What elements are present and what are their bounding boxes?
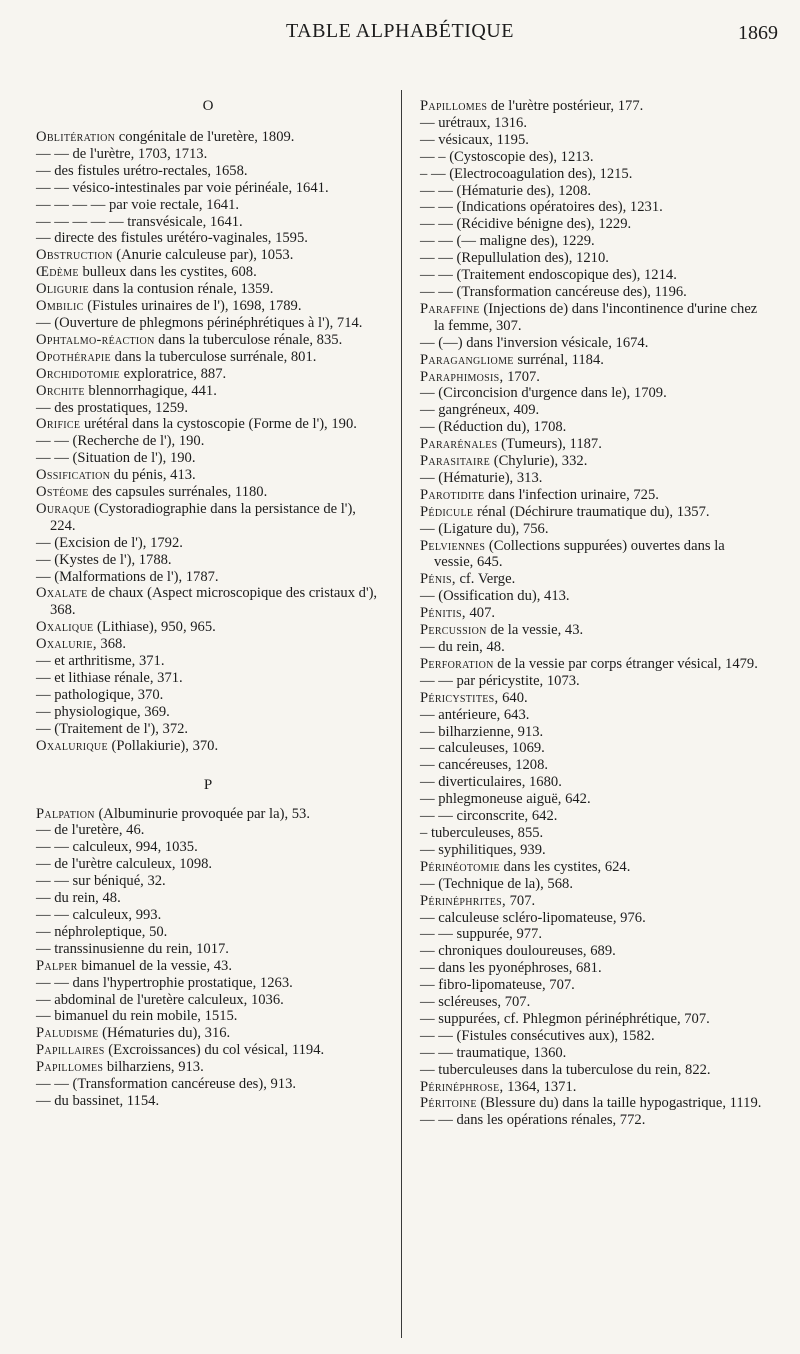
entry-text: dans les cystites, 624.	[499, 858, 631, 875]
index-entry	[420, 910, 764, 927]
index-entry	[36, 941, 380, 958]
index-entry	[420, 791, 764, 808]
index-entry	[420, 859, 764, 876]
entry-text: – tuberculeuses, 855.	[420, 824, 544, 841]
entry-text: — — (Situation de l'), 190.	[36, 450, 196, 467]
index-entry	[420, 216, 764, 233]
index-entry	[420, 369, 764, 386]
entry-text: — tuberculeuses dans la tuberculose du rein, 822.	[420, 1061, 711, 1078]
index-entry	[36, 433, 380, 450]
index-entry	[420, 453, 764, 470]
index-entry	[36, 450, 380, 467]
entry-text: — phlegmoneuse aiguë, 642.	[420, 791, 591, 808]
left-column	[36, 98, 380, 1110]
index-entry	[36, 619, 380, 636]
index-entry	[36, 281, 380, 298]
entry-text: — (Hématurie), 313.	[420, 469, 543, 486]
index-entry	[36, 214, 380, 231]
index-entry	[36, 1093, 380, 1110]
index-entry	[36, 958, 380, 975]
index-entry	[420, 419, 764, 436]
index-entry	[36, 653, 380, 670]
index-entry	[420, 977, 764, 994]
entry-headword: Palper	[36, 957, 78, 974]
entry-text: 407.	[465, 605, 496, 622]
entry-text: — de l'urètre calculeux, 1098.	[36, 856, 213, 873]
index-entry	[36, 180, 380, 197]
index-entry	[36, 687, 380, 704]
index-entry	[420, 876, 764, 893]
entry-text: — — (Fistules consécutives aux), 1582.	[420, 1027, 655, 1044]
entry-headword: Orifice	[36, 416, 81, 433]
entry-text: exploratrice, 887.	[119, 365, 227, 382]
index-entry	[36, 230, 380, 247]
index-entry	[36, 315, 380, 332]
index-entry	[420, 115, 764, 132]
entry-text: (Anurie calculeuse par), 1053.	[112, 247, 294, 264]
index-entry	[420, 893, 764, 910]
entry-text: — du rein, 48.	[36, 890, 121, 907]
entry-headword: Perforation	[420, 655, 494, 672]
entry-headword: Orchite	[36, 382, 85, 399]
entry-text: (Tumeurs), 1187.	[497, 436, 602, 453]
index-entry	[420, 774, 764, 791]
entry-headword: Pédicule	[420, 503, 474, 520]
entry-text: 368.	[96, 636, 126, 653]
entry-headword: Pénitis,	[420, 605, 466, 622]
column-divider	[401, 90, 402, 1338]
index-entry	[36, 636, 380, 653]
entry-text: (Collections suppurées) ouvertes dans la vessie, 645.	[434, 537, 725, 571]
index-entry	[420, 1062, 764, 1079]
index-entry	[36, 383, 380, 400]
entry-text: — calculeuses, 1069.	[420, 740, 545, 757]
index-entry	[420, 808, 764, 825]
index-entry	[420, 943, 764, 960]
index-entry	[420, 673, 764, 690]
entry-text: — cancéreuses, 1208.	[420, 757, 549, 774]
index-entry	[420, 707, 764, 724]
entry-text: – — (Electrocoagulation des), 1215.	[420, 165, 633, 182]
entry-headword: Péritoine	[420, 1095, 477, 1112]
index-entry	[420, 267, 764, 284]
index-entry	[420, 825, 764, 842]
entry-text: 1364, 1371.	[503, 1078, 577, 1095]
index-entry	[420, 487, 764, 504]
index-entry	[420, 994, 764, 1011]
entry-text: — (Excision de l'), 1792.	[36, 534, 183, 551]
entry-text: dans la contusion rénale, 1359.	[88, 281, 274, 298]
index-entry	[420, 470, 764, 487]
entries-o	[36, 129, 380, 755]
entry-text: — — circonscrite, 642.	[420, 808, 558, 825]
entry-text: (Fistules urinaires de l'), 1698, 1789.	[83, 298, 302, 315]
entry-headword: Papillomes	[420, 98, 488, 114]
page-header	[0, 8, 800, 48]
entry-text: — fibro-lipomateuse, 707.	[420, 977, 575, 994]
entry-headword: Oblitération	[36, 129, 116, 145]
entry-text: — — suppurée, 977.	[420, 926, 543, 943]
entry-text: rénal (Déchirure traumatique du), 1357.	[473, 503, 710, 520]
entry-headword: Paraffine	[420, 300, 480, 317]
entry-headword: Pénis,	[420, 571, 456, 588]
entry-text: — (Malformations de l'), 1787.	[36, 568, 219, 585]
running-title: TABLE ALPHABÉTIQUE	[286, 20, 514, 42]
entry-text: — (Réduction du), 1708.	[420, 419, 567, 436]
entry-text: (Chylurie), 332.	[490, 453, 588, 470]
entry-text: — – (Cystoscopie des), 1213.	[420, 148, 594, 165]
entry-text: — — (Récidive bénigne des), 1229.	[420, 216, 632, 233]
entry-text: (Cystoradiographie dans la persistance de l'), 224.	[50, 500, 356, 534]
index-entry	[36, 484, 380, 501]
entry-text: bilharziens, 913.	[103, 1059, 204, 1076]
index-entry	[36, 163, 380, 180]
entry-text: — transsinusienne du rein, 1017.	[36, 940, 229, 957]
index-entry	[420, 690, 764, 707]
entry-text: — — (Recherche de l'), 190.	[36, 433, 205, 450]
entry-text: — (Circoncision d'urgence dans le), 1709.	[420, 385, 667, 402]
index-entry	[36, 349, 380, 366]
index-entry	[36, 924, 380, 941]
entry-text: — — calculeux, 993.	[36, 906, 162, 923]
index-entry	[420, 199, 764, 216]
index-entry	[420, 1095, 764, 1112]
entry-text: (Blessure du) dans la taille hypogastrique, 1119.	[476, 1095, 762, 1112]
entry-text: — calculeuse scléro-lipomateuse, 976.	[420, 909, 646, 926]
entry-text: — directe des fistules urétéro-vaginales, 1595.	[36, 230, 308, 247]
entry-text: — et arthritisme, 371.	[36, 653, 165, 670]
entry-text: bimanuel de la vessie, 43.	[77, 957, 233, 974]
index-entry	[36, 501, 380, 535]
entry-text: 707.	[505, 892, 536, 909]
section-letter-p: P	[203, 776, 213, 793]
entry-text: — — sur béniqué, 32.	[36, 873, 166, 890]
entry-text: — chroniques douloureuses, 689.	[420, 943, 616, 960]
entry-text: — — vésico-intestinales par voie périnéale, 1641.	[36, 179, 329, 196]
entry-text: (Excroissances) du col vésical, 1194.	[104, 1042, 325, 1059]
entry-text: des capsules surrénales, 1180.	[88, 484, 268, 501]
index-entry	[36, 552, 380, 569]
index-entry	[36, 197, 380, 214]
right-column	[420, 98, 764, 1129]
index-entry	[36, 822, 380, 839]
index-entry	[36, 1076, 380, 1093]
index-entry	[36, 856, 380, 873]
entry-text: dans la tuberculose surrénale, 801.	[110, 348, 317, 365]
entry-text: — — de l'urètre, 1703, 1713.	[36, 145, 208, 162]
index-entry	[420, 250, 764, 267]
index-entry	[36, 332, 380, 349]
entry-text: — antérieure, 643.	[420, 706, 530, 723]
entry-text: — — — — par voie rectale, 1641.	[36, 196, 240, 213]
entry-text: urétéral dans la cystoscopie (Forme de l'), 190.	[80, 416, 357, 433]
entry-text: — des fistules urétro-rectales, 1658.	[36, 162, 248, 179]
entry-text: du pénis, 413.	[110, 467, 196, 484]
entry-headword: Oxalate	[36, 585, 88, 602]
index-entry	[36, 670, 380, 687]
entry-text: — — (Transformation cancéreuse des), 913.	[36, 1076, 297, 1093]
index-entry	[420, 301, 764, 335]
index-entry	[420, 588, 764, 605]
index-entry	[36, 585, 380, 619]
entry-text: — — (Repullulation des), 1210.	[420, 250, 609, 267]
index-entry	[420, 284, 764, 301]
entry-text: — (Ossification du), 413.	[420, 588, 570, 605]
index-entry	[420, 132, 764, 149]
entry-headword: Périnéotomie	[420, 858, 500, 875]
entry-text: — — (Traitement endoscopique des), 1214.	[420, 267, 677, 284]
entry-headword: Ostéome	[36, 484, 89, 501]
index-entry	[420, 656, 764, 673]
entry-text: 1707.	[503, 368, 540, 385]
entry-text: (Pollakiurie), 370.	[107, 737, 219, 754]
index-entry	[420, 1011, 764, 1028]
entry-headword: Ophtalmo-réaction	[36, 331, 155, 348]
index-entry	[420, 538, 764, 572]
section-letter-o: O	[202, 98, 214, 114]
entry-text: cf. Verge.	[455, 571, 516, 588]
entry-headword: Papillaires	[36, 1042, 105, 1059]
entry-headword: Orchidotomie	[36, 365, 120, 382]
entry-headword: Palpation	[36, 805, 95, 822]
index-entry	[420, 352, 764, 369]
entry-headword: Péricystites,	[420, 689, 499, 706]
entry-text: — urétraux, 1316.	[420, 114, 527, 131]
index-entry	[36, 1042, 380, 1059]
entry-text: (Injections de) dans l'incontinence d'urine chez la femme, 307.	[434, 300, 758, 334]
entry-text: — (Traitement de l'), 372.	[36, 720, 189, 737]
entry-text: (Lithiase), 950, 965.	[93, 619, 216, 636]
entry-text: — — — — — transvésicale, 1641.	[36, 213, 243, 230]
entry-text: — néphroleptique, 50.	[36, 923, 168, 940]
index-entry	[36, 366, 380, 383]
index-entry	[36, 416, 380, 433]
index-entry	[36, 298, 380, 315]
entry-text: 640.	[498, 689, 528, 706]
entry-text: — — (Indications opératoires des), 1231.	[420, 199, 663, 216]
index-entry	[420, 622, 764, 639]
entry-headword: Oxalique	[36, 619, 94, 636]
index-entry	[420, 149, 764, 166]
entries-p	[36, 806, 380, 1110]
entry-text: — du bassinet, 1154.	[36, 1092, 160, 1109]
entry-text: — (Ouverture de phlegmons périnéphrétiques à l'), 714.	[36, 314, 363, 331]
entry-text: — de l'uretère, 46.	[36, 822, 145, 839]
index-entry	[420, 402, 764, 419]
entry-text: — scléreuses, 707.	[420, 994, 531, 1011]
index-entry	[36, 738, 380, 755]
entry-text: — (Kystes de l'), 1788.	[36, 551, 172, 568]
entry-text: — diverticulaires, 1680.	[420, 774, 562, 791]
entry-headword: Oxalurique	[36, 737, 108, 754]
entry-text: — dans les pyonéphroses, 681.	[420, 960, 602, 977]
entry-headword: Périnéphrose,	[420, 1078, 504, 1095]
entry-text: — bilharzienne, 913.	[420, 723, 544, 740]
entry-text: — — dans les opérations rénales, 772.	[420, 1112, 646, 1129]
index-entry	[420, 571, 764, 588]
page-number: 1869	[738, 22, 778, 44]
entry-text: — — (Transformation cancéreuse des), 1196.	[420, 283, 687, 300]
entry-text: surrénal, 1184.	[513, 351, 604, 368]
index-entry	[420, 960, 764, 977]
index-entry	[36, 873, 380, 890]
index-entry	[36, 907, 380, 924]
entry-text: dans l'infection urinaire, 725.	[484, 486, 659, 503]
entry-headword: Percussion	[420, 622, 487, 639]
index-entry	[420, 1079, 764, 1096]
entry-text: — abdominal de l'uretère calculeux, 1036.	[36, 991, 284, 1008]
entry-headword: Opothérapie	[36, 348, 111, 365]
index-entry	[36, 247, 380, 264]
entry-text: — gangréneux, 409.	[420, 402, 540, 419]
entry-text: — — traumatique, 1360.	[420, 1044, 567, 1061]
entry-text: — pathologique, 370.	[36, 686, 164, 703]
index-entry	[36, 535, 380, 552]
index-entry	[36, 890, 380, 907]
entry-text: — — par péricystite, 1073.	[420, 672, 580, 689]
entry-headword: Périnéphrites,	[420, 892, 506, 909]
index-entry	[420, 926, 764, 943]
entry-headword: Pelviennes	[420, 537, 486, 554]
index-entry	[36, 129, 380, 146]
entry-text: de chaux (Aspect microscopique des cristaux d'), 368.	[50, 585, 378, 619]
index-entry	[420, 740, 764, 757]
entry-headword: Parasitaire	[420, 453, 491, 470]
entry-text: — (Ligature du), 756.	[420, 520, 549, 537]
index-entry	[420, 1028, 764, 1045]
entry-text: (Hématuries du), 316.	[98, 1025, 231, 1042]
entry-text: — vésicaux, 1195.	[420, 131, 529, 148]
index-entry	[36, 1025, 380, 1042]
index-entry	[420, 504, 764, 521]
entry-text: — des prostatiques, 1259.	[36, 399, 189, 416]
index-entry	[420, 436, 764, 453]
entry-text: (Albuminurie provoquée par la), 53.	[94, 805, 310, 822]
index-entry	[420, 98, 764, 115]
entry-headword: Oxalurie,	[36, 636, 97, 653]
entry-text: — — dans l'hypertrophie prostatique, 1263.	[36, 974, 293, 991]
entry-text: — (Technique de la), 568.	[420, 875, 573, 892]
index-entry	[420, 385, 764, 402]
entry-text: — et lithiase rénale, 371.	[36, 670, 183, 686]
entry-text: — physiologique, 369.	[36, 703, 170, 720]
entry-headword: Pararénales	[420, 436, 498, 453]
index-entry	[36, 1008, 380, 1025]
index-entry	[420, 166, 764, 183]
index-entry	[420, 605, 764, 622]
entry-headword: Ouraque	[36, 500, 91, 517]
entry-headword: Papillomes	[36, 1059, 104, 1076]
index-entry	[36, 704, 380, 721]
index-entry	[420, 842, 764, 859]
entry-text: — — calculeux, 994, 1035.	[36, 839, 198, 856]
entry-text: de l'urètre postérieur, 177.	[487, 98, 644, 114]
index-entry	[420, 724, 764, 741]
entry-text: bulleux dans les cystites, 608.	[78, 264, 257, 281]
entry-text: — — (Hématurie des), 1208.	[420, 182, 592, 199]
entry-headword: Paragangliome	[420, 351, 514, 368]
entry-text: — suppurées, cf. Phlegmon périnéphrétique, 707.	[420, 1010, 710, 1027]
entry-text: congénitale de l'uretère, 1809.	[115, 129, 295, 145]
entry-headword: Oligurie	[36, 281, 89, 298]
entry-text: de la vessie, 43.	[486, 622, 584, 639]
entry-text: de la vessie par corps étranger vésical, 1479.	[493, 655, 758, 672]
entry-text: — bimanuel du rein mobile, 1515.	[36, 1008, 238, 1025]
entry-headword: Ossification	[36, 467, 111, 484]
index-entry	[420, 183, 764, 200]
index-entry	[420, 233, 764, 250]
index-entry	[420, 639, 764, 656]
index-entry	[36, 1059, 380, 1076]
entry-text: dans la tuberculose rénale, 835.	[154, 331, 343, 348]
entries-right	[420, 98, 764, 1129]
index-entry	[420, 757, 764, 774]
index-entry	[36, 146, 380, 163]
index-entry	[420, 1045, 764, 1062]
index-entry	[36, 975, 380, 992]
entry-text: blennorrhagique, 441.	[84, 382, 217, 399]
index-entry	[36, 569, 380, 586]
entry-text: — du rein, 48.	[420, 639, 505, 655]
entry-headword: Œdème	[36, 264, 79, 281]
index-entry	[36, 721, 380, 738]
index-entry	[420, 1112, 764, 1129]
index-entry	[36, 992, 380, 1009]
index-entry	[36, 264, 380, 281]
entry-text: — — (— maligne des), 1229.	[420, 233, 595, 250]
index-entry	[420, 521, 764, 538]
entry-headword: Paraphimosis,	[420, 368, 504, 385]
entry-headword: Obstruction	[36, 247, 113, 264]
entry-headword: Ombilic	[36, 298, 84, 315]
index-entry	[420, 335, 764, 352]
entry-headword: Parotidite	[420, 486, 485, 503]
index-entry	[36, 400, 380, 417]
index-entry	[36, 839, 380, 856]
entry-headword: Paludisme	[36, 1025, 99, 1042]
entry-text: — syphilitiques, 939.	[420, 841, 546, 858]
index-entry	[36, 806, 380, 823]
entry-text: — (—) dans l'inversion vésicale, 1674.	[420, 334, 649, 351]
index-entry	[36, 467, 380, 484]
